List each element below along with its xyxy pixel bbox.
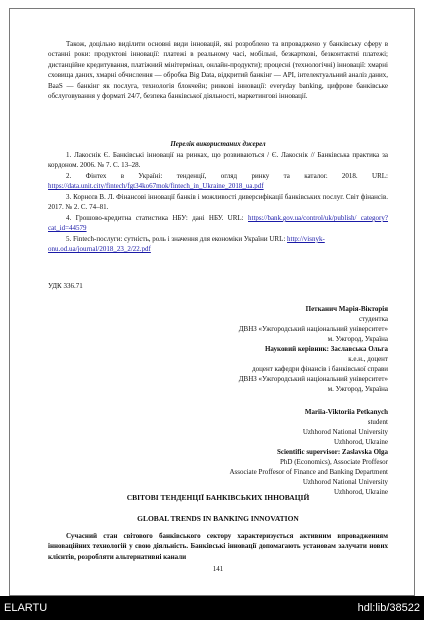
- supervisor-ua-position: доцент кафедри фінансів і банківської справи: [252, 365, 388, 373]
- author-ua-university: ДВНЗ «Ужгородський національний університет»: [238, 325, 388, 333]
- supervisor-en-university: Uzhhorod National University: [302, 478, 388, 486]
- supervisor-en: Scientific supervisor: Zaslavska Olga: [276, 448, 388, 456]
- author-ua-role: студентка: [358, 315, 388, 323]
- supervisor-en-degree: PhD (Economics), Associate Proffesor: [280, 458, 388, 466]
- reference-item-3: 3. Корнєєв В. Л. Фінансові інновації банків і можливості диверсифікації банківських послуг. Світ фінансів. 2017. № 2. С. 74–81.: [48, 193, 388, 212]
- reference-item-4: [48, 213, 388, 234]
- supervisor-ua: Науковий керівник: Заславська Ольга: [264, 345, 388, 353]
- reference-item-4-text: 4. Грошово-кредитна статистика НБУ: дані НБУ. URL:: [66, 214, 244, 222]
- abstract-paragraph: Сучасний стан світового банківського сектору характеризується активним впровадженням інноваційних технологій у свою діяльність. Банківські інновації допомагають установам залучати нових клієнтів, розробляти альтернативні канали: [48, 532, 388, 561]
- reference-item-2-link[interactable]: https://data.unit.city/fintech/fgt34ko67mok/fintech_in_Ukraine_2018_ua.pdf: [48, 182, 264, 191]
- author-en-name: Mariia-Viktoriia Petkanych: [304, 408, 388, 416]
- supervisor-ua-university: ДВНЗ «Ужгородський національний університет»: [238, 375, 388, 383]
- supervisor-en-city: Uzhhorod, Ukraine: [333, 488, 388, 496]
- reference-item-5: [48, 234, 388, 255]
- supervisor-en-position: Associate Proffesor of Finance and Banking Department: [229, 468, 388, 476]
- repository-label: ELARTU: [4, 602, 48, 614]
- reference-item-5-text: 5. Fintech-послуги: сутність, роль і значення для економіки України URL:: [66, 235, 286, 243]
- reference-item-5-link-b[interactable]: onu.od.ua/journal/2018_23_2/22.pdf: [48, 245, 151, 254]
- supervisor-ua-city: м. Ужгород, Україна: [327, 385, 388, 393]
- supervisor-ua-degree: к.е.н., доцент: [348, 355, 388, 363]
- author-en-city: Uzhhorod, Ukraine: [333, 438, 388, 446]
- footer-bar: [0, 596, 424, 620]
- reference-item-4-link[interactable]: https://bank.gov.ua/control/uk/publish/ category?cat_id=44579: [48, 214, 388, 233]
- title-en: GLOBAL TRENDS IN BANKING INNOVATION: [137, 514, 299, 523]
- reference-item-5-link-a[interactable]: http://visnyk-: [287, 235, 325, 243]
- title-ua: СВІТОВІ ТЕНДЕНЦІЇ БАНКІВСЬКИХ ІННОВАЦІЙ: [126, 493, 310, 502]
- author-ua-name: Петканич Марія-Вікторія: [305, 305, 388, 313]
- page-frame: [9, 8, 415, 596]
- author-en-role: student: [367, 418, 388, 426]
- udk-code: УДК 336.71: [48, 282, 83, 290]
- reference-item-2-text: 2. Фінтех в Україні: тенденції, огляд ринку та каталог. 2018. URL:: [66, 172, 388, 180]
- author-en-university: Uzhhorod National University: [302, 428, 388, 436]
- page-number: 141: [212, 565, 224, 573]
- handle-label: hdl:lib/38522: [357, 602, 420, 614]
- intro-paragraph: Також, доцільно виділити основні види інновацій, які розроблено та впроваджено у банківську сферу в останні роки: продуктові інновації: платежі в реальному часі, мобільні, безкартковi, безконтактні платежі; дистанційне кредитування, платіжний мінітермінал, онлайн-продукти); процесні (технологічні) інновації: хмарні сховища даних, хмарні обчислення — обробка Big Data, відкритий банкінг — API, інтелектуальний аналіз даних, BaaS — банкінг як послуга, технологія блокчейн; ринкові інновації: everyday banking, цифрове банківське обслуговування у форматі 24/7, безпека банківської діяльності, маркетингові інновації.: [48, 40, 388, 101]
- references-heading: Перелік використаних джерел: [170, 140, 266, 148]
- author-ua-city: м. Ужгород, Україна: [327, 335, 388, 343]
- reference-item-1: 1. Лакоснік Є. Банківські інновації на ринках, що розвиваються / Є. Лакоснік // Банківська практика за кордоном. 2006. № 7. С. 13–28.: [48, 151, 388, 170]
- reference-item-2: [48, 171, 388, 192]
